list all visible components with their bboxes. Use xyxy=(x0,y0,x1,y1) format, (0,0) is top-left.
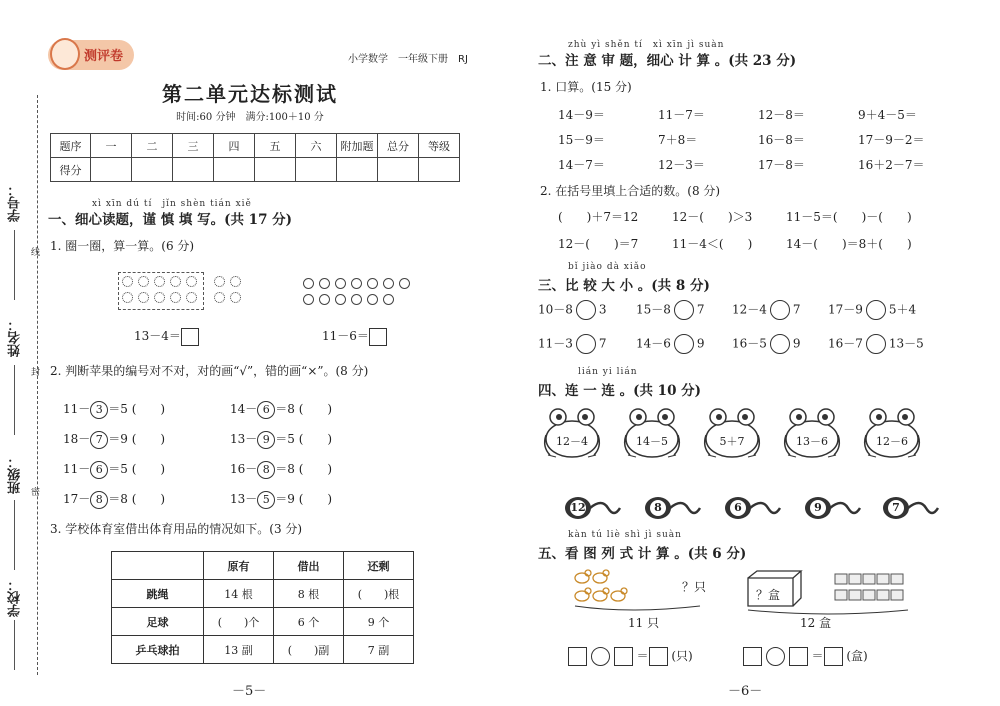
judgment-minuend: 11－ xyxy=(63,462,91,476)
compare-item xyxy=(828,300,916,320)
box-equation: ＝ (盒) xyxy=(743,647,868,666)
answer-box[interactable] xyxy=(369,328,387,346)
frog-icon xyxy=(780,405,844,461)
frog-expression: 12－6 xyxy=(876,435,908,448)
judgment-minuend: 18－ xyxy=(63,432,91,446)
tadpole-icon xyxy=(880,494,940,522)
score-cell[interactable] xyxy=(419,158,460,182)
answer-box[interactable] xyxy=(649,647,668,666)
answer-box[interactable] xyxy=(614,647,633,666)
flower-icon xyxy=(214,292,225,303)
answer-box[interactable] xyxy=(789,647,808,666)
section2-heading: 二、注 意 审 题，细心 计 算 。(共 23 分) xyxy=(538,53,797,69)
tadpole-icon xyxy=(642,494,702,522)
compare-item xyxy=(538,334,607,354)
page-title: 第二单元达标测试 xyxy=(162,82,338,106)
score-header-cell: 题序 xyxy=(51,134,91,158)
apple-number-icon: 8 xyxy=(257,461,275,479)
score-header-cell: 一 xyxy=(91,134,132,158)
score-header-cell: 六 xyxy=(296,134,337,158)
oral-calc-item[interactable]: 16－8＝ xyxy=(758,133,805,147)
tadpole-icon xyxy=(722,494,782,522)
sports-cell[interactable]: ( )个 xyxy=(204,608,274,636)
judgment-minuend: 17－ xyxy=(63,492,91,506)
school-field[interactable] xyxy=(14,620,15,670)
frog-expression: 5＋7 xyxy=(719,435,745,448)
score-cell[interactable] xyxy=(296,158,337,182)
right-page xyxy=(500,0,1000,706)
box-question: ？盒 xyxy=(756,588,781,602)
sports-cell: 13 副 xyxy=(204,636,274,664)
sports-header-cell: 还剩 xyxy=(344,552,414,580)
flower-icon xyxy=(154,276,165,287)
apple-number-icon: 7 xyxy=(90,431,108,449)
oral-calc-item[interactable]: 14－7＝ xyxy=(558,158,605,172)
compare-circle[interactable] xyxy=(576,300,596,320)
compare-circle[interactable] xyxy=(770,300,790,320)
apple-icon xyxy=(351,294,362,305)
score-row-label: 得分 xyxy=(51,158,91,182)
score-header-cell: 等级 xyxy=(419,134,460,158)
compare-left: 10－8 xyxy=(538,302,573,317)
q22-label: 2. 在括号里填上合适的数。(8 分) xyxy=(540,184,721,198)
score-cell[interactable] xyxy=(337,158,378,182)
flower-icon xyxy=(122,276,133,287)
tadpole-number: 6 xyxy=(734,501,742,514)
sports-header-cell xyxy=(112,552,204,580)
apple-icon xyxy=(303,294,314,305)
compare-circle[interactable] xyxy=(674,300,694,320)
student-number-label: 学号： xyxy=(8,183,23,222)
apple-number-icon: 5 xyxy=(257,491,275,509)
judgment-item xyxy=(63,400,165,419)
frog-icon xyxy=(700,405,764,461)
chick-unit: (只) xyxy=(671,649,693,663)
judgment-item xyxy=(230,430,332,449)
apple-icon xyxy=(335,278,346,289)
judgment-minuend: 14－ xyxy=(230,402,258,416)
judgment-item xyxy=(63,430,165,449)
fill-blank-item[interactable]: 12－( )＝7 xyxy=(558,237,639,251)
apple-icon xyxy=(319,278,330,289)
apple-icon xyxy=(319,294,330,305)
apple-number-icon: 6 xyxy=(90,461,108,479)
flower-icon xyxy=(122,292,133,303)
compare-circle[interactable] xyxy=(866,300,886,320)
flower-icon xyxy=(230,292,241,303)
judgment-minuend: 16－ xyxy=(230,462,258,476)
compare-item xyxy=(732,334,801,354)
apple-number-icon: 9 xyxy=(257,431,275,449)
score-table xyxy=(50,133,460,182)
section1-heading: 一、细心读题，谨 慎 填 写。(共 17 分) xyxy=(48,212,293,228)
fill-blank-item[interactable]: ( )＋7＝12 xyxy=(558,210,639,224)
q3-label: 3. 学校体育室借出体育用品的情况如下。(3 分) xyxy=(50,522,303,536)
compare-right: 7 xyxy=(792,302,801,317)
oral-calc-item[interactable]: 12－8＝ xyxy=(758,108,805,122)
judgment-item xyxy=(230,490,332,509)
compare-right: 13－5 xyxy=(888,336,924,351)
q21-label: 1. 口算。(15 分) xyxy=(540,80,632,94)
oral-calc-item[interactable]: 14－9＝ xyxy=(558,108,605,122)
compare-left: 12－4 xyxy=(732,302,767,317)
judgment-minuend: 13－ xyxy=(230,432,258,446)
judgment-item xyxy=(230,400,332,419)
frog-expression: 12－4 xyxy=(556,435,588,448)
section5-pinyin: kàn tú liè shì jì suàn xyxy=(568,530,682,540)
compare-right: 9 xyxy=(792,336,801,351)
tadpole-icon xyxy=(562,494,622,522)
compare-item xyxy=(538,300,607,320)
school-label: 学校： xyxy=(8,578,23,617)
binding-line xyxy=(37,95,38,675)
fill-blank-item[interactable]: 11－4＜( ) xyxy=(672,237,753,251)
judgment-answer[interactable]: ＝5 ( ) xyxy=(275,432,333,446)
student-number-field[interactable] xyxy=(14,230,15,300)
chick-equation: ＝ (只) xyxy=(568,647,693,666)
tadpole-number: 9 xyxy=(814,501,822,514)
chick-question: ？只 xyxy=(682,580,707,594)
frog-expression: 13－6 xyxy=(796,435,828,448)
apple-icon xyxy=(335,294,346,305)
compare-left: 17－9 xyxy=(828,302,863,317)
class-field[interactable] xyxy=(14,500,15,570)
score-cell[interactable] xyxy=(132,158,173,182)
compare-circle[interactable] xyxy=(770,334,790,354)
sports-table xyxy=(111,551,414,664)
apple-number-icon: 6 xyxy=(257,401,275,419)
sports-item-name: 跳绳 xyxy=(112,580,204,608)
score-header-cell: 附加题 xyxy=(337,134,378,158)
q1-equation-b-text: 11－6＝ xyxy=(322,329,369,343)
oral-calc-item[interactable]: 9＋4－5＝ xyxy=(858,108,917,122)
oral-calc-item[interactable]: 16＋2－7＝ xyxy=(858,158,925,172)
fill-blank-item[interactable]: 12－( )＞3 xyxy=(672,210,753,224)
compare-left: 15－8 xyxy=(636,302,671,317)
operator-circle[interactable] xyxy=(766,647,785,666)
flower-icon xyxy=(138,292,149,303)
oral-calc-item[interactable]: 12－3＝ xyxy=(658,158,705,172)
sports-cell: 8 根 xyxy=(274,580,344,608)
flower-icon xyxy=(230,276,241,287)
flower-icon xyxy=(170,292,181,303)
answer-box[interactable] xyxy=(743,647,762,666)
q1-equation-a-text: 13－4＝ xyxy=(134,329,181,343)
fill-blank-item[interactable]: 14－( )＝8＋( ) xyxy=(786,237,912,251)
compare-left: 11－3 xyxy=(538,336,573,351)
score-cell[interactable] xyxy=(214,158,255,182)
section2-pinyin: zhù yì shěn tí xì xīn jì suàn xyxy=(568,40,725,50)
apple-icon xyxy=(367,278,378,289)
section4-pinyin: lián yi lián xyxy=(578,367,638,377)
fill-blank-item[interactable]: 11－5＝( )－( ) xyxy=(786,210,912,224)
exam-info: 时间:60 分钟 满分:100＋10 分 xyxy=(176,112,324,123)
oral-calc-item[interactable]: 15－9＝ xyxy=(558,133,605,147)
section3-pinyin: bǐ jiào dà xiǎo xyxy=(568,262,647,272)
score-header-cell: 二 xyxy=(132,134,173,158)
binding-feng: 封 xyxy=(31,368,41,378)
flower-icon xyxy=(186,292,197,303)
score-header-cell: 四 xyxy=(214,134,255,158)
judgment-item xyxy=(63,490,165,509)
judgment-answer[interactable]: ＝5 ( ) xyxy=(108,402,166,416)
judgment-item xyxy=(230,460,332,479)
frog-icon xyxy=(860,405,924,461)
sports-cell: 9 个 xyxy=(344,608,414,636)
compare-right: 5＋4 xyxy=(888,302,917,317)
compare-left: 14－6 xyxy=(636,336,671,351)
compare-right: 9 xyxy=(696,336,705,351)
compare-left: 16－5 xyxy=(732,336,767,351)
flower-icon xyxy=(186,276,197,287)
score-cell[interactable] xyxy=(255,158,296,182)
frog-icon xyxy=(540,405,604,461)
sports-cell[interactable]: ( )副 xyxy=(274,636,344,664)
section5-heading: 五、看 图 列 式 计 算 。(共 6 分) xyxy=(538,546,747,562)
score-cell[interactable] xyxy=(91,158,132,182)
operator-circle[interactable] xyxy=(591,647,610,666)
name-label: 姓名： xyxy=(8,318,23,357)
judgment-minuend: 11－ xyxy=(63,402,91,416)
q1-label: 1. 圈一圈，算一算。(6 分) xyxy=(50,239,195,253)
compare-item xyxy=(636,334,705,354)
oral-calc-item[interactable]: 7＋8＝ xyxy=(658,133,698,147)
badge-label: 测评卷 xyxy=(84,49,124,64)
judgment-answer[interactable]: ＝9 ( ) xyxy=(108,432,166,446)
binding-mi: 密 xyxy=(31,488,41,498)
binding-xian: 线 xyxy=(31,248,41,258)
flower-icon xyxy=(138,276,149,287)
apple-icon xyxy=(303,278,314,289)
frog-icon xyxy=(620,405,684,461)
flower-icon xyxy=(154,292,165,303)
score-header-cell: 三 xyxy=(173,134,214,158)
sports-item-name: 足球 xyxy=(112,608,204,636)
sports-cell[interactable]: ( )根 xyxy=(344,580,414,608)
flower-icon xyxy=(214,276,225,287)
apple-icon xyxy=(383,278,394,289)
score-cell[interactable] xyxy=(378,158,419,182)
sports-cell: 7 副 xyxy=(344,636,414,664)
q1-equation-b xyxy=(322,327,387,346)
q2-label: 2. 判断苹果的编号对不对，对的画“√”，错的画“×”。(8 分) xyxy=(50,364,369,378)
judgment-answer[interactable]: ＝5 ( ) xyxy=(108,462,166,476)
mascot-icon xyxy=(50,38,80,70)
compare-right: 3 xyxy=(598,302,607,317)
answer-box[interactable] xyxy=(568,647,587,666)
judgment-answer[interactable]: ＝8 ( ) xyxy=(275,402,333,416)
answer-box[interactable] xyxy=(181,328,199,346)
page-number-right: －6－ xyxy=(728,684,763,699)
compare-right: 7 xyxy=(598,336,607,351)
box-total: 12 盒 xyxy=(800,616,832,630)
compare-item xyxy=(636,300,705,320)
page-number-left: －5－ xyxy=(232,684,267,699)
apple-icon xyxy=(351,278,362,289)
section3-heading: 三、比 较 大 小 。(共 8 分) xyxy=(538,278,710,294)
sports-item-name: 乒乓球拍 xyxy=(112,636,204,664)
sports-header-cell: 借出 xyxy=(274,552,344,580)
section4-heading: 四、连 一 连 。(共 10 分) xyxy=(538,383,702,399)
compare-circle[interactable] xyxy=(674,334,694,354)
apple-number-icon: 3 xyxy=(90,401,108,419)
judgment-answer[interactable]: ＝8 ( ) xyxy=(108,492,166,506)
score-header-cell: 总分 xyxy=(378,134,419,158)
q1-equation-a xyxy=(134,327,199,346)
class-label: 班级： xyxy=(8,455,23,494)
box-unit: (盒) xyxy=(846,649,868,663)
apple-icon xyxy=(399,278,410,289)
book-info: 小学数学 一年级下册 RJ xyxy=(348,54,468,65)
tadpole-number: 12 xyxy=(570,501,586,514)
section1-pinyin: xì xīn dú tí jǐn shèn tián xiě xyxy=(92,199,252,209)
tadpole-icon xyxy=(802,494,862,522)
judgment-answer[interactable]: ＝8 ( ) xyxy=(275,462,333,476)
judgment-item xyxy=(63,460,165,479)
tadpole-number: 8 xyxy=(654,501,662,514)
apple-icon xyxy=(383,294,394,305)
sports-cell: 14 根 xyxy=(204,580,274,608)
compare-item xyxy=(828,334,924,354)
compare-item xyxy=(732,300,801,320)
answer-box[interactable] xyxy=(824,647,843,666)
judgment-minuend: 13－ xyxy=(230,492,258,506)
apple-icon xyxy=(367,294,378,305)
oral-calc-item[interactable]: 17－8＝ xyxy=(758,158,805,172)
chick-total: 11 只 xyxy=(628,616,660,630)
tadpole-number: 7 xyxy=(892,501,900,514)
frog-expression: 14－5 xyxy=(636,435,668,448)
compare-left: 16－7 xyxy=(828,336,863,351)
compare-right: 7 xyxy=(696,302,705,317)
judgment-answer[interactable]: ＝9 ( ) xyxy=(275,492,333,506)
compare-circle[interactable] xyxy=(866,334,886,354)
score-header-cell: 五 xyxy=(255,134,296,158)
score-cell[interactable] xyxy=(173,158,214,182)
name-field[interactable] xyxy=(14,365,15,435)
flower-icon xyxy=(170,276,181,287)
oral-calc-item[interactable]: 17－9－2＝ xyxy=(858,133,925,147)
apple-number-icon: 8 xyxy=(90,491,108,509)
oral-calc-item[interactable]: 11－7＝ xyxy=(658,108,705,122)
sports-header-cell: 原有 xyxy=(204,552,274,580)
sports-cell: 6 个 xyxy=(274,608,344,636)
compare-circle[interactable] xyxy=(576,334,596,354)
